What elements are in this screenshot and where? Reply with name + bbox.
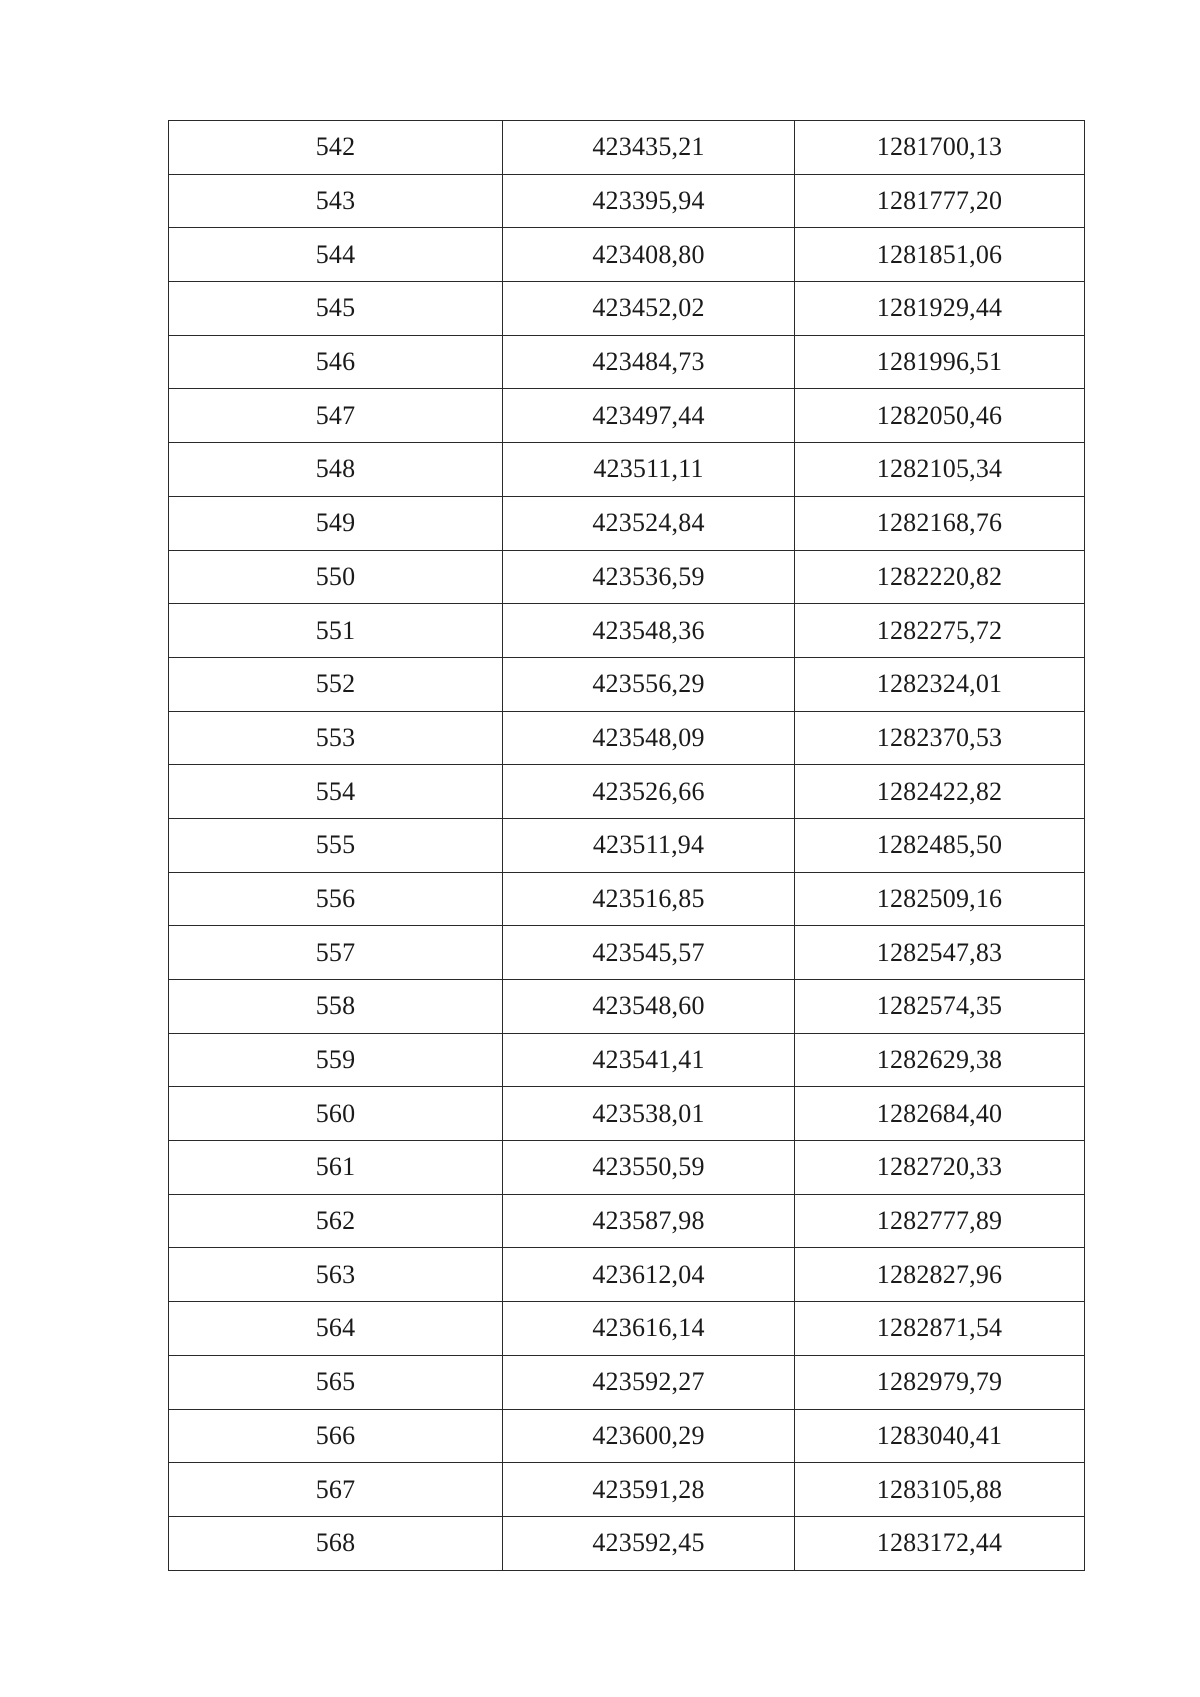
x-coordinate-cell: 423541,41 xyxy=(503,1033,795,1087)
y-coordinate-cell: 1281851,06 xyxy=(795,228,1085,282)
table-row xyxy=(169,604,1085,658)
x-coordinate-cell: 423435,21 xyxy=(503,121,795,175)
table-row xyxy=(169,121,1085,175)
y-coordinate-cell: 1282485,50 xyxy=(795,818,1085,872)
x-coordinate-cell: 423497,44 xyxy=(503,389,795,443)
point-number-cell: 556 xyxy=(169,872,503,926)
y-coordinate-cell: 1282629,38 xyxy=(795,1033,1085,1087)
x-coordinate-cell: 423538,01 xyxy=(503,1087,795,1141)
table-row xyxy=(169,872,1085,926)
point-number-cell: 547 xyxy=(169,389,503,443)
point-number-cell: 554 xyxy=(169,765,503,819)
point-number-cell: 560 xyxy=(169,1087,503,1141)
table-row xyxy=(169,1248,1085,1302)
point-number-cell: 558 xyxy=(169,980,503,1034)
table-row xyxy=(169,1463,1085,1517)
point-number-cell: 563 xyxy=(169,1248,503,1302)
x-coordinate-cell: 423516,85 xyxy=(503,872,795,926)
point-number-cell: 559 xyxy=(169,1033,503,1087)
point-number-cell: 543 xyxy=(169,174,503,228)
point-number-cell: 553 xyxy=(169,711,503,765)
x-coordinate-cell: 423587,98 xyxy=(503,1194,795,1248)
table-row xyxy=(169,818,1085,872)
point-number-cell: 562 xyxy=(169,1194,503,1248)
x-coordinate-cell: 423591,28 xyxy=(503,1463,795,1517)
x-coordinate-cell: 423511,94 xyxy=(503,818,795,872)
x-coordinate-cell: 423511,11 xyxy=(503,443,795,497)
x-coordinate-cell: 423548,09 xyxy=(503,711,795,765)
y-coordinate-cell: 1282827,96 xyxy=(795,1248,1085,1302)
x-coordinate-cell: 423395,94 xyxy=(503,174,795,228)
y-coordinate-cell: 1282979,79 xyxy=(795,1355,1085,1409)
y-coordinate-cell: 1283105,88 xyxy=(795,1463,1085,1517)
x-coordinate-cell: 423556,29 xyxy=(503,657,795,711)
point-number-cell: 566 xyxy=(169,1409,503,1463)
y-coordinate-cell: 1283040,41 xyxy=(795,1409,1085,1463)
coordinates-table xyxy=(168,120,1085,1571)
table-row xyxy=(169,926,1085,980)
table-row xyxy=(169,335,1085,389)
x-coordinate-cell: 423612,04 xyxy=(503,1248,795,1302)
x-coordinate-cell: 423592,45 xyxy=(503,1516,795,1570)
y-coordinate-cell: 1282509,16 xyxy=(795,872,1085,926)
y-coordinate-cell: 1282220,82 xyxy=(795,550,1085,604)
point-number-cell: 568 xyxy=(169,1516,503,1570)
point-number-cell: 555 xyxy=(169,818,503,872)
y-coordinate-cell: 1282720,33 xyxy=(795,1141,1085,1195)
table-row xyxy=(169,1409,1085,1463)
table-row xyxy=(169,980,1085,1034)
x-coordinate-cell: 423548,36 xyxy=(503,604,795,658)
table-row xyxy=(169,389,1085,443)
coordinates-table-body xyxy=(169,121,1085,1571)
point-number-cell: 552 xyxy=(169,657,503,711)
table-row xyxy=(169,282,1085,336)
y-coordinate-cell: 1282777,89 xyxy=(795,1194,1085,1248)
y-coordinate-cell: 1282370,53 xyxy=(795,711,1085,765)
table-row xyxy=(169,443,1085,497)
table-row xyxy=(169,1141,1085,1195)
y-coordinate-cell: 1282574,35 xyxy=(795,980,1085,1034)
point-number-cell: 551 xyxy=(169,604,503,658)
point-number-cell: 561 xyxy=(169,1141,503,1195)
table-row xyxy=(169,228,1085,282)
table-row xyxy=(169,1302,1085,1356)
y-coordinate-cell: 1282324,01 xyxy=(795,657,1085,711)
x-coordinate-cell: 423550,59 xyxy=(503,1141,795,1195)
x-coordinate-cell: 423408,80 xyxy=(503,228,795,282)
table-row xyxy=(169,1194,1085,1248)
y-coordinate-cell: 1282275,72 xyxy=(795,604,1085,658)
x-coordinate-cell: 423616,14 xyxy=(503,1302,795,1356)
table-row xyxy=(169,765,1085,819)
point-number-cell: 546 xyxy=(169,335,503,389)
y-coordinate-cell: 1281929,44 xyxy=(795,282,1085,336)
point-number-cell: 542 xyxy=(169,121,503,175)
table-row xyxy=(169,550,1085,604)
point-number-cell: 550 xyxy=(169,550,503,604)
point-number-cell: 544 xyxy=(169,228,503,282)
y-coordinate-cell: 1282105,34 xyxy=(795,443,1085,497)
point-number-cell: 548 xyxy=(169,443,503,497)
point-number-cell: 549 xyxy=(169,496,503,550)
table-row xyxy=(169,1033,1085,1087)
point-number-cell: 565 xyxy=(169,1355,503,1409)
y-coordinate-cell: 1281777,20 xyxy=(795,174,1085,228)
point-number-cell: 564 xyxy=(169,1302,503,1356)
point-number-cell: 557 xyxy=(169,926,503,980)
point-number-cell: 545 xyxy=(169,282,503,336)
table-row xyxy=(169,1087,1085,1141)
x-coordinate-cell: 423524,84 xyxy=(503,496,795,550)
y-coordinate-cell: 1282871,54 xyxy=(795,1302,1085,1356)
table-row xyxy=(169,174,1085,228)
x-coordinate-cell: 423536,59 xyxy=(503,550,795,604)
y-coordinate-cell: 1282050,46 xyxy=(795,389,1085,443)
x-coordinate-cell: 423600,29 xyxy=(503,1409,795,1463)
y-coordinate-cell: 1282547,83 xyxy=(795,926,1085,980)
table-row xyxy=(169,711,1085,765)
y-coordinate-cell: 1283172,44 xyxy=(795,1516,1085,1570)
point-number-cell: 567 xyxy=(169,1463,503,1517)
x-coordinate-cell: 423545,57 xyxy=(503,926,795,980)
table-row xyxy=(169,657,1085,711)
x-coordinate-cell: 423592,27 xyxy=(503,1355,795,1409)
x-coordinate-cell: 423484,73 xyxy=(503,335,795,389)
table-row xyxy=(169,1355,1085,1409)
table-row xyxy=(169,1516,1085,1570)
x-coordinate-cell: 423452,02 xyxy=(503,282,795,336)
y-coordinate-cell: 1282168,76 xyxy=(795,496,1085,550)
table-row xyxy=(169,496,1085,550)
y-coordinate-cell: 1281996,51 xyxy=(795,335,1085,389)
x-coordinate-cell: 423548,60 xyxy=(503,980,795,1034)
y-coordinate-cell: 1281700,13 xyxy=(795,121,1085,175)
y-coordinate-cell: 1282684,40 xyxy=(795,1087,1085,1141)
y-coordinate-cell: 1282422,82 xyxy=(795,765,1085,819)
x-coordinate-cell: 423526,66 xyxy=(503,765,795,819)
